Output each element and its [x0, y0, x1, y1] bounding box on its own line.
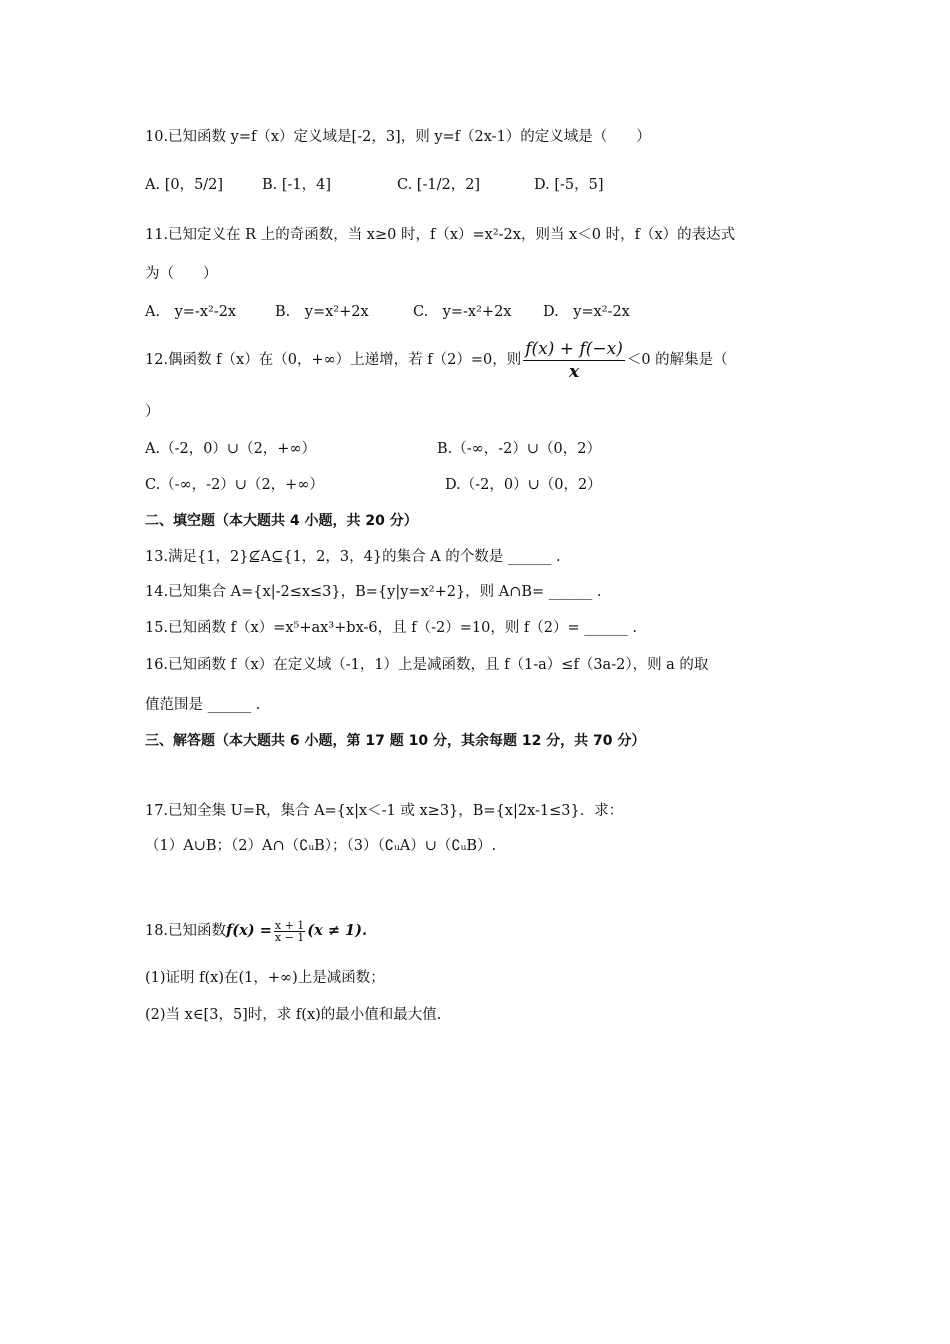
question-10-option-a: A. [0，5/2] [145, 177, 224, 193]
question-16-line2: 值范围是 ______ . [145, 697, 261, 713]
question-12-stem-pre: 12.偶函数 f（x）在（0，+∞）上递增，若 f（2）=0，则 [145, 352, 522, 368]
question-11-option-b: B. y=x²+2x [275, 304, 369, 320]
question-15: 15.已知函数 f（x）=x⁵+ax³+bx-6，且 f（-2）=10，则 f（2）= ______ . [145, 620, 637, 636]
question-10-option-b: B. [-1，4] [262, 177, 332, 193]
question-11-stem-line2: 为（ ） [145, 266, 218, 282]
question-17-line1: 17.已知全集 U=R，集合 A={x|x＜-1 或 x≥3}，B={x|2x-1≤3}．求： [145, 803, 624, 819]
question-12-frac-den: x [568, 361, 580, 382]
question-12-option-a: A.（-2，0）∪（2，+∞） [145, 441, 317, 457]
section-2-heading: 二、填空题（本大题共 4 小题，共 20 分） [145, 513, 418, 529]
question-11-option-c: C. y=-x²+2x [413, 304, 512, 320]
question-12-stem-line2: ） [145, 404, 160, 420]
question-12-option-b: B.（-∞，-2）∪（0，2） [437, 441, 601, 457]
question-11-stem-line1: 11.已知定义在 R 上的奇函数，当 x≥0 时，f（x）=x²-2x，则当 x＜0 时，f（x）的表达式 [145, 227, 736, 243]
question-18-part1: (1)证明 f(x)在(1，+∞)上是减函数； [145, 970, 385, 986]
question-17-line2: （1）A∪B；（2）A∩（∁ᵤB）；（3）（∁ᵤA）∪（∁ᵤB）. [145, 838, 497, 854]
section-3-heading: 三、解答题（本大题共 6 小题，第 17 题 10 分，其余每题 12 分，共 70 分） [145, 733, 646, 749]
question-18-part2: (2)当 x∈[3，5]时，求 f(x)的最小值和最大值. [145, 1007, 442, 1023]
question-18-func: f(x) = [226, 922, 272, 939]
question-18-stem-pre: 18.已知函数 [145, 923, 227, 939]
question-11-option-d: D. y=x²-2x [543, 304, 630, 320]
question-11-option-a: A. y=-x²-2x [145, 304, 237, 320]
question-10-option-d: D. [-5，5] [534, 177, 604, 193]
question-13: 13.满足{1，2}⊈A⊆{1，2，3，4}的集合 A 的个数是 ______ . [145, 549, 561, 565]
question-12-stem [145, 337, 728, 383]
question-18-frac-den: x − 1 [274, 930, 305, 944]
question-10-stem: 10.已知函数 y=f（x）定义域是[-2，3]，则 y=f（2x-1）的定义域是（ ） [145, 129, 651, 145]
question-14: 14.已知集合 A={x|-2≤x≤3}，B={y|y=x²+2}，则 A∩B= ______ . [145, 584, 602, 600]
question-12-fraction [523, 338, 625, 383]
question-10-option-c: C. [-1/2，2] [397, 177, 481, 193]
question-18-condition: (x ≠ 1). [307, 922, 368, 939]
question-12-option-c: C.（-∞，-2）∪（2，+∞） [145, 477, 324, 493]
question-12-frac-num: f(x) + f(−x) [525, 338, 623, 359]
question-18-frac-num: x + 1 [274, 918, 305, 932]
question-18-stem [145, 917, 367, 945]
question-16-line1: 16.已知函数 f（x）在定义域（-1，1）上是减函数，且 f（1-a）≤f（3a-2），则 a 的取 [145, 657, 709, 673]
question-12-stem-post: ＜0 的解集是（ [626, 352, 728, 368]
question-12-option-d: D.（-2，0）∪（0，2） [445, 477, 602, 493]
question-18-fraction [274, 920, 305, 943]
